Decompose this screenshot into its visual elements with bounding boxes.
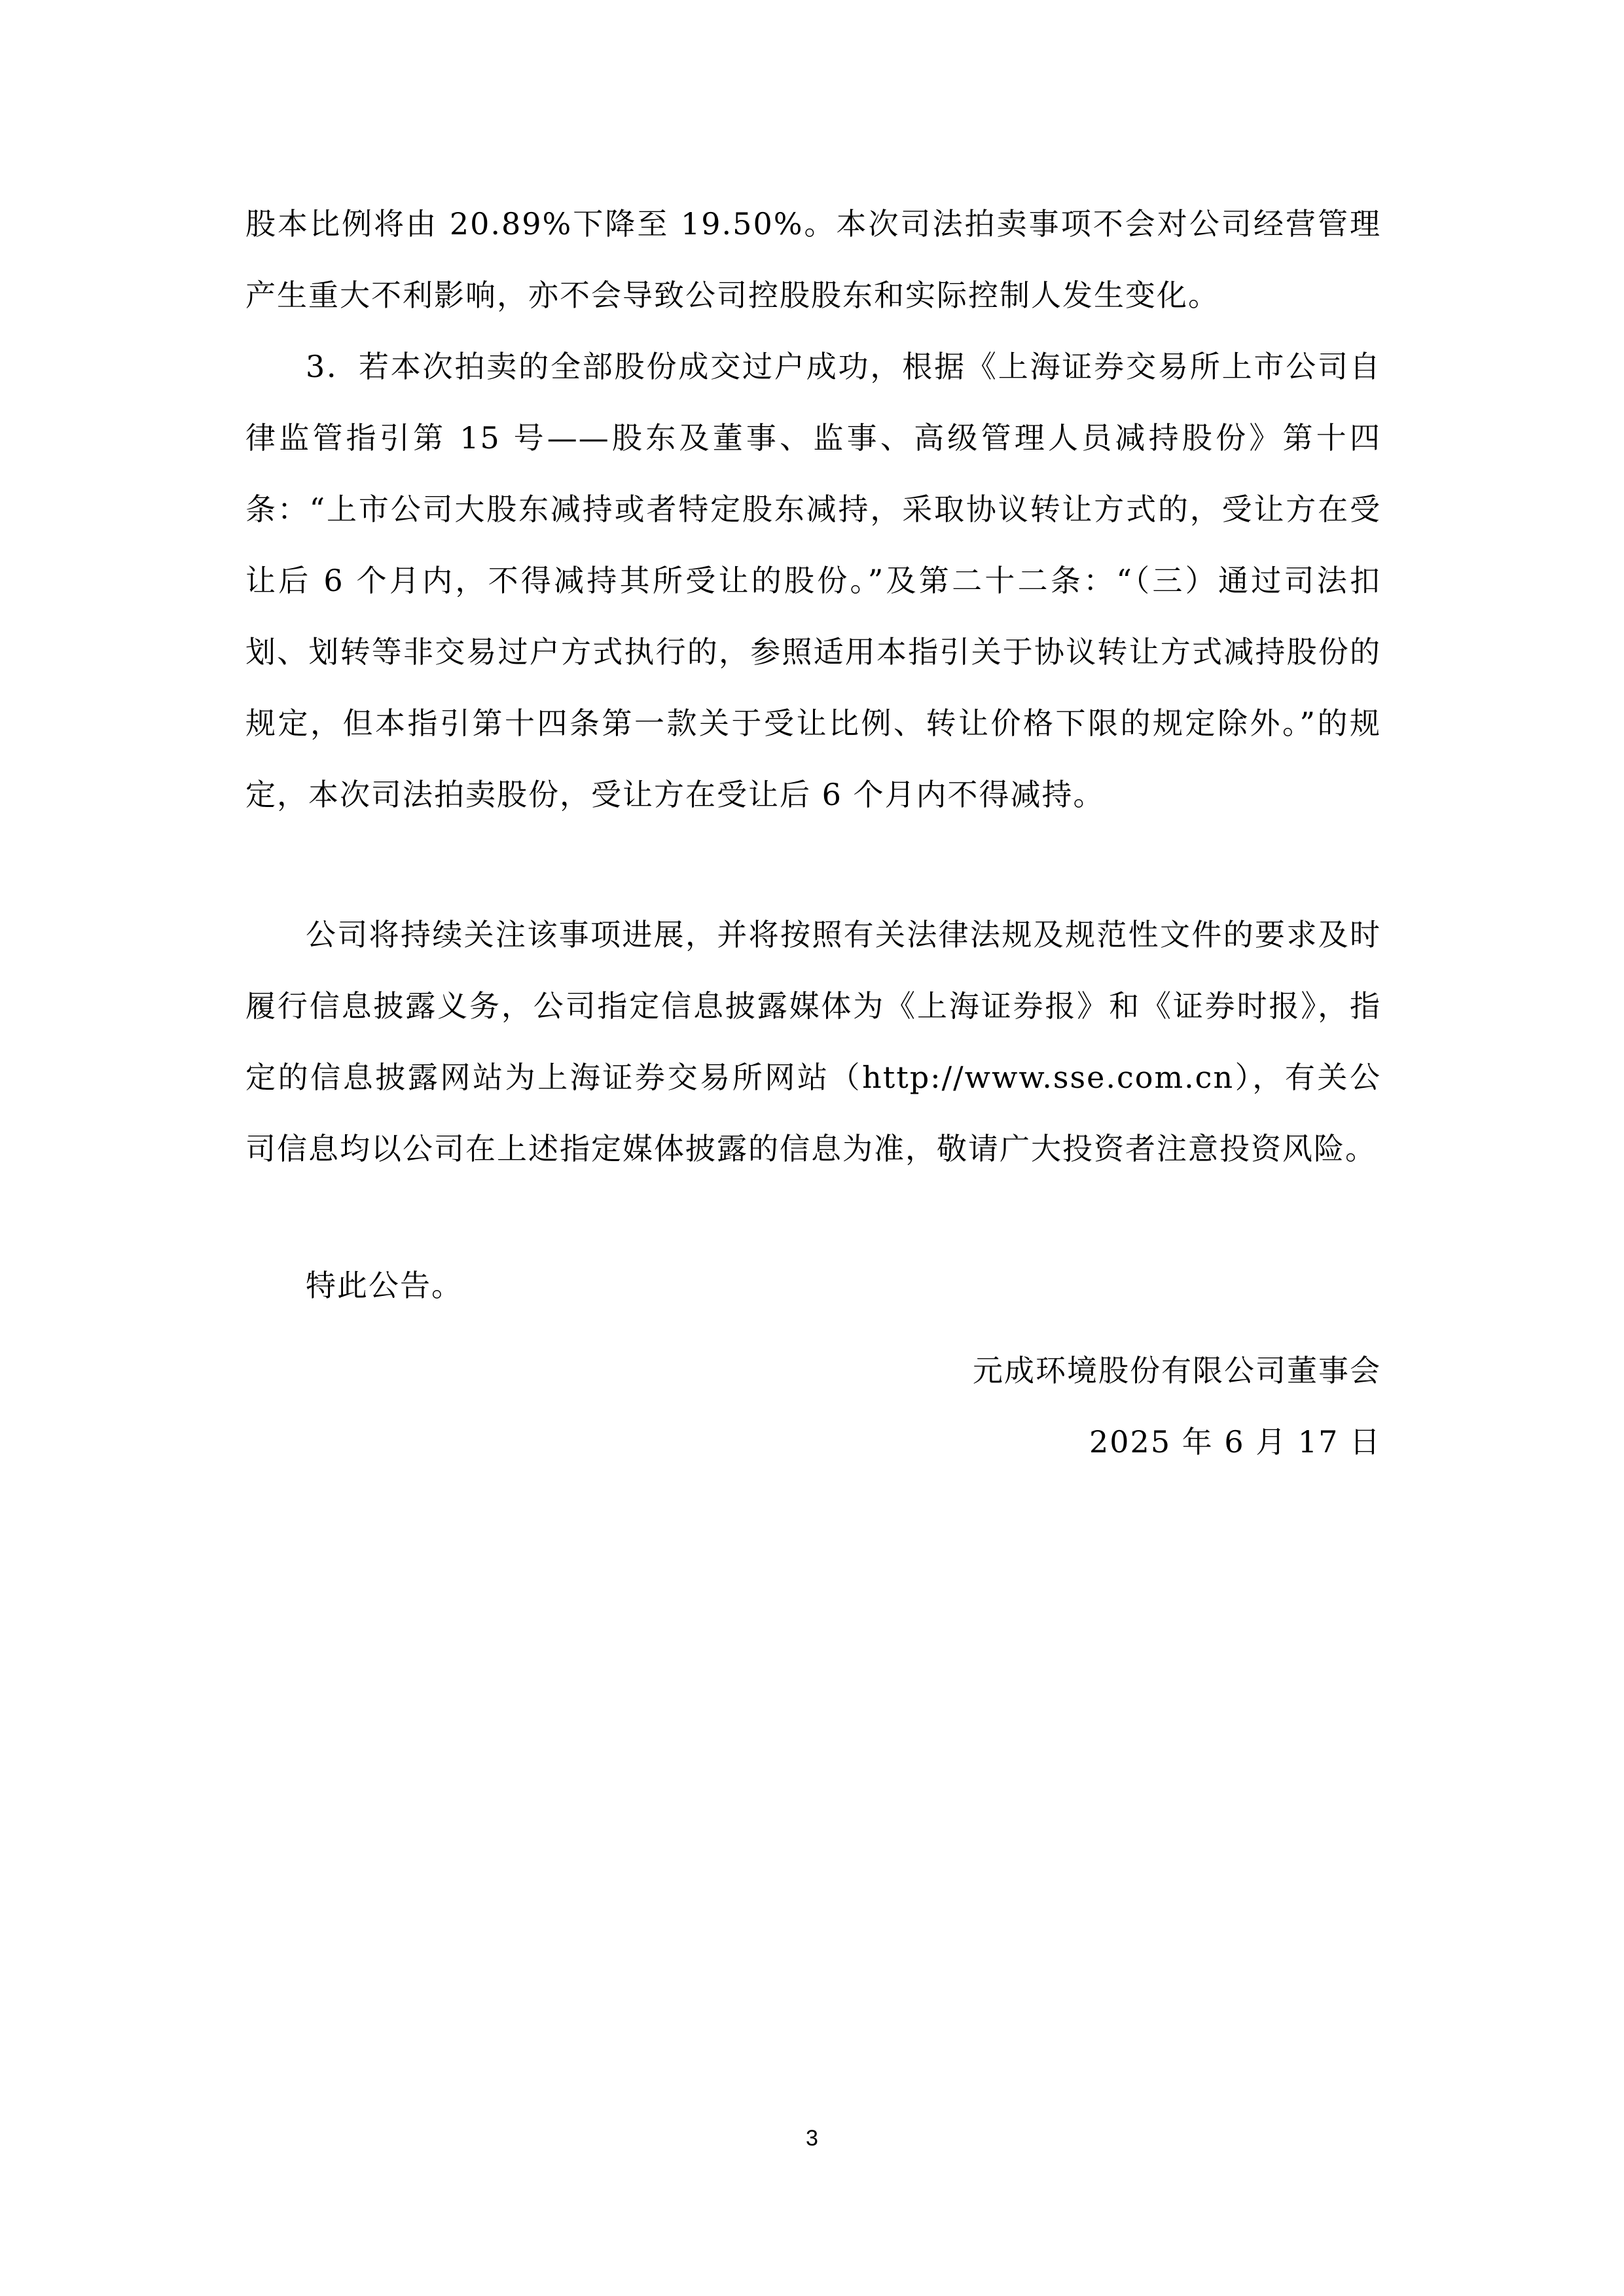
page-number: 3: [806, 2126, 818, 2151]
paragraph-announcement-closing: 特此公告。: [306, 1268, 463, 1303]
paragraph-transfer-restriction: 3．若本次拍卖的全部股份成交过户成功，根据《上海证券交易所上市公司自律监管指引第 15 号——股东及董事、监事、高级管理人员减持股份》第十四条：“上市公司大股东减持或者特定股东减持，采取协议转让方式的，受让方在受让后 6 个月内，不得减持其所受让的股份。”及第二十二条：“（三）通过司法扣划、划转等非交易过户方式执行的，参照适用本指引关于协议转让方式减持股份的规定，但本指引第十四条第一款关于受让比例、转让价格下限的规定除外。”的规定，本次司法拍卖股份，受让方在受让后 6 个月内不得减持。: [245, 349, 1381, 812]
paragraph-disclosure-notice: 公司将持续关注该事项进展，并将按照有关法律法规及规范性文件的要求及时履行信息披露义务，公司指定信息披露媒体为《上海证券报》和《证券时报》，指定的信息披露网站为上海证券交易所网站（http://www.sse.com.cn），有关公司信息均以公司在上述指定媒体披露的信息为准，敬请广大投资者注意投资风险。: [245, 917, 1381, 1166]
signature-block: [245, 1335, 1381, 1478]
paragraph-spacer: [245, 831, 1381, 899]
paragraph-spacer: [245, 1185, 1381, 1250]
paragraph-shareholding-ratio: 股本比例将由 20.89%下降至 19.50%。本次司法拍卖事项不会对公司经营管理产生重大不利影响，亦不会导致公司控股股东和实际控制人发生变化。: [245, 206, 1381, 313]
document-body: [245, 188, 1381, 1321]
signature-company: 元成环境股份有限公司董事会: [973, 1353, 1381, 1388]
signature-date: 2025 年 6 月 17 日: [1089, 1424, 1381, 1460]
